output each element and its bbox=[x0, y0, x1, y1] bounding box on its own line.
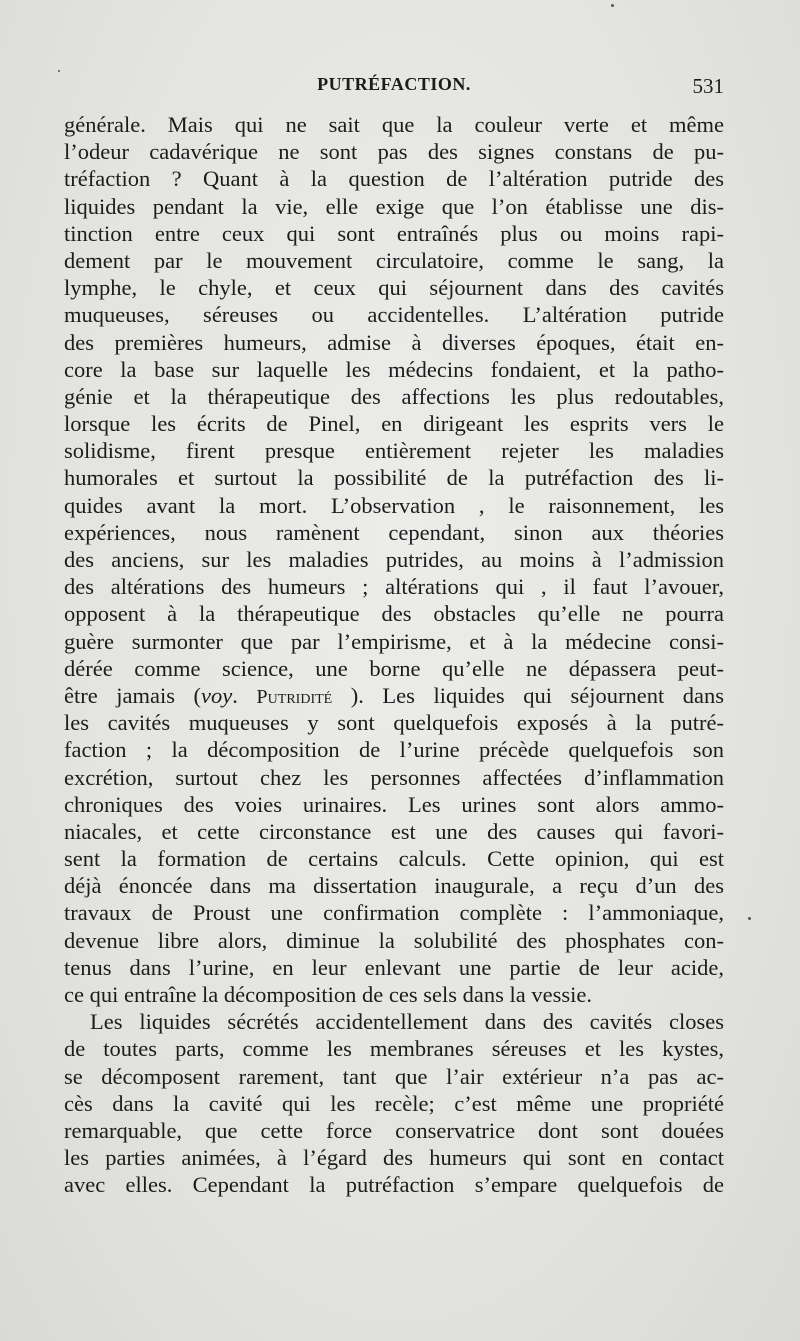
text-line: générale. Mais qui ne sait que la couleur verte et même bbox=[64, 112, 724, 137]
text-line: devenue libre alors, diminue la solubilité des phosphates con- bbox=[64, 927, 724, 953]
text-line: génie et la thérapeutique des affections les plus redoutables, bbox=[64, 383, 724, 409]
text-segment: ). Les liquides qui séjournent dans bbox=[332, 682, 725, 708]
text-line: excrétion, surtout chez les personnes affectées d’inflammation bbox=[64, 764, 724, 790]
ink-speck bbox=[748, 917, 751, 920]
text-line: Les liquides sécrétés accidentellement dans des cavités closes bbox=[90, 1009, 724, 1035]
text-line: de toutes parts, comme les membranes séreuses et les kystes, bbox=[64, 1036, 724, 1062]
text-line: les parties animées, à l’égard des humeurs qui sont en contact bbox=[64, 1145, 724, 1171]
running-head-title: PUTRÉFACTION. bbox=[317, 74, 471, 94]
text-line: des altérations des humeurs ; altérations qui , il faut l’avouer, bbox=[64, 574, 724, 600]
text-line: se décomposent rarement, tant que l’air extérieur n’a pas ac- bbox=[64, 1063, 724, 1089]
text-line: l’odeur cadavérique ne sont pas des signes constans de pu- bbox=[64, 139, 724, 165]
text-line: lymphe, le chyle, et ceux qui séjournent dans des cavités bbox=[64, 275, 724, 301]
ink-speck bbox=[611, 4, 614, 7]
text-line: tréfaction ? Quant à la question de l’altération putride des bbox=[64, 166, 724, 192]
text-line: cès dans la cavité qui les recèle; c’est même une propriété bbox=[64, 1090, 724, 1116]
text-line: ce qui entraîne la décomposition de ces sels dans la vessie. bbox=[64, 982, 592, 1007]
text-line: liquides pendant la vie, elle exige que l’on établisse une dis- bbox=[64, 193, 724, 219]
text-line: sent la formation de certains calculs. Cette opinion, qui est bbox=[64, 846, 724, 872]
text-line: des anciens, sur les maladies putrides, au moins à l’admission bbox=[64, 547, 724, 572]
text-line bbox=[64, 682, 724, 709]
text-line: core la base sur laquelle les médecins fondaient, et la patho- bbox=[64, 356, 724, 382]
text-line: des premières humeurs, admise à diverses époques, était en- bbox=[64, 329, 724, 355]
paragraph bbox=[64, 1008, 724, 1198]
text-line: dérée comme science, une borne qu’elle ne dépassera peut- bbox=[64, 655, 724, 681]
text-line: quides avant la mort. L’observation , le raisonnement, les bbox=[64, 492, 724, 518]
text-line: muqueuses, séreuses ou accidentelles. L’altération putride bbox=[64, 302, 724, 328]
italic-reference: voy bbox=[201, 682, 233, 708]
text-line: chroniques des voies urinaires. Les urines sont alors ammo- bbox=[64, 791, 724, 817]
running-head bbox=[64, 74, 724, 104]
text-line: opposent à la thérapeutique des obstacles qu’elle ne pourra bbox=[64, 601, 724, 627]
ink-speck bbox=[58, 70, 60, 72]
text-segment: être jamais ( bbox=[64, 682, 202, 708]
text-line: déjà énoncée dans ma dissertation inaugurale, a reçu d’un des bbox=[64, 873, 724, 899]
text-line: dement par le mouvement circulatoire, comme le sang, la bbox=[64, 247, 724, 273]
text-line: expériences, nous ramènent cependant, sinon aux théories bbox=[64, 519, 724, 545]
text-segment: . bbox=[232, 682, 257, 708]
body-text bbox=[64, 111, 724, 1199]
text-line: avec elles. Cependant la putréfaction s’empare quelquefois de bbox=[64, 1172, 724, 1198]
text-line: remarquable, que cette force conservatrice dont sont douées bbox=[64, 1117, 724, 1143]
text-line: niacales, et cette circonstance est une des causes qui favori- bbox=[64, 818, 724, 844]
text-line: guère surmonter que par l’empirisme, et à la médecine consi- bbox=[64, 628, 724, 654]
text-line: faction ; la décomposition de l’urine précède quelquefois son bbox=[64, 737, 724, 763]
text-line: lorsque les écrits de Pinel, en dirigeant les esprits vers le bbox=[64, 411, 724, 437]
text-line: tinction entre ceux qui sont entraînés plus ou moins rapi- bbox=[64, 220, 724, 246]
text-line: solidisme, firent presque entièrement rejeter les maladies bbox=[64, 438, 724, 464]
text-line: travaux de Proust une confirmation complète : l’ammoniaque, bbox=[64, 900, 724, 926]
page-number: 531 bbox=[692, 74, 724, 98]
paragraph bbox=[64, 111, 724, 1008]
text-line: les cavités muqueuses y sont quelquefois exposés à la putré- bbox=[64, 710, 724, 736]
cross-reference: Putridité bbox=[256, 685, 333, 708]
text-line: humorales et surtout la possibilité de la putréfaction des li- bbox=[64, 465, 724, 491]
text-line: tenus dans l’urine, en leur enlevant une partie de leur acide, bbox=[64, 954, 724, 980]
